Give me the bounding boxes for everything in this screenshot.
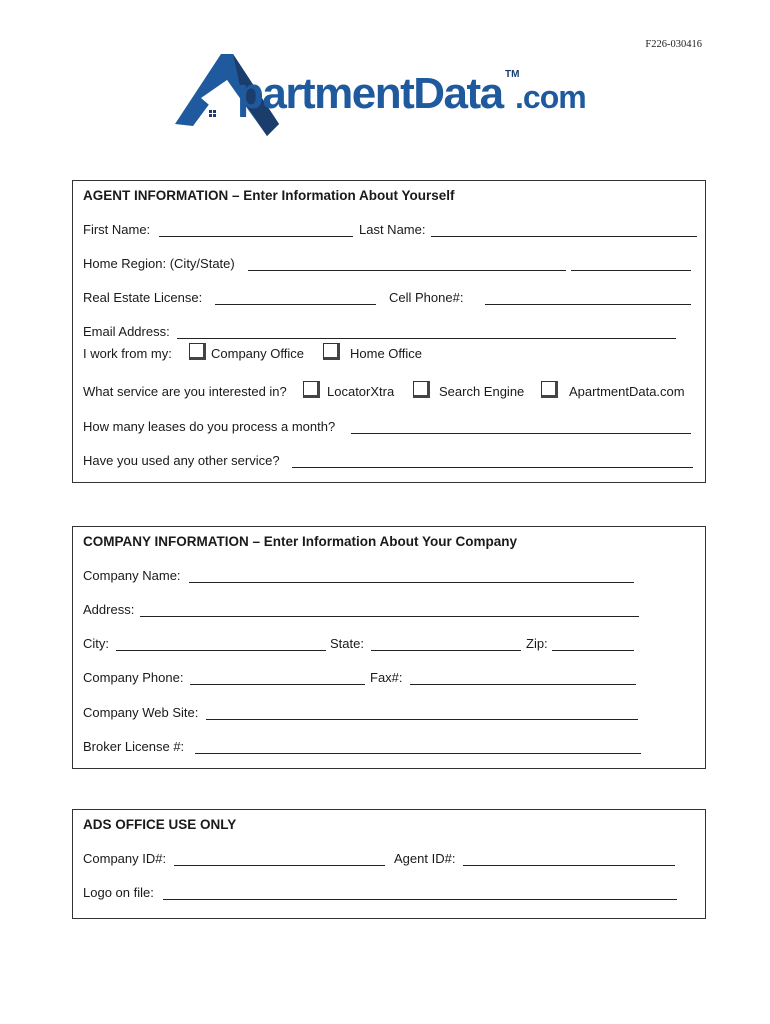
company-phone-label: Company Phone: — [83, 670, 184, 685]
email-label: Email Address: — [83, 324, 170, 339]
home-region-label: Home Region: (City/State) — [83, 256, 235, 271]
form-code: F226-030416 — [645, 39, 702, 50]
city-state-zip-row — [83, 636, 695, 654]
company-office-checkbox[interactable] — [189, 343, 206, 360]
logo-on-file-row — [83, 885, 695, 903]
logo-on-file-label: Logo on file: — [83, 885, 154, 900]
work-from-row — [83, 346, 695, 364]
company-information-section — [72, 526, 706, 769]
leases-field[interactable] — [351, 433, 691, 434]
name-row — [83, 222, 695, 240]
leases-row — [83, 419, 695, 437]
zip-label: Zip: — [526, 636, 548, 651]
last-name-field[interactable] — [431, 236, 697, 237]
locatorxtra-label: LocatorXtra — [327, 384, 395, 399]
agent-id-field[interactable] — [463, 865, 675, 866]
office-section-title: ADS OFFICE USE ONLY — [83, 817, 237, 832]
service-row — [83, 384, 695, 402]
search-engine-label: Search Engine — [439, 384, 525, 399]
logo-text: partmentData — [237, 69, 503, 118]
zip-field[interactable] — [552, 650, 634, 651]
license-row — [83, 290, 695, 308]
agent-id-label: Agent ID#: — [394, 851, 456, 866]
license-label: Real Estate License: — [83, 290, 203, 305]
broker-license-field[interactable] — [195, 753, 641, 754]
ids-row — [83, 851, 695, 869]
address-label: Address: — [83, 602, 135, 617]
trademark-mark: TM — [505, 69, 520, 80]
search-engine-checkbox[interactable] — [413, 381, 430, 398]
company-phone-row — [83, 670, 695, 688]
company-id-label: Company ID#: — [83, 851, 167, 866]
home-region-city-field[interactable] — [248, 270, 566, 271]
leases-label: How many leases do you process a month? — [83, 419, 336, 434]
other-service-row — [83, 453, 695, 471]
logo-on-file-field[interactable] — [163, 899, 677, 900]
website-row — [83, 705, 695, 723]
email-row — [83, 324, 695, 342]
cell-phone-field[interactable] — [485, 304, 691, 305]
apartmentdata-checkbox[interactable] — [541, 381, 558, 398]
broker-license-row — [83, 739, 695, 757]
fax-label: Fax#: — [370, 670, 403, 685]
home-office-label: Home Office — [350, 346, 423, 361]
broker-license-label: Broker License #: — [83, 739, 185, 754]
address-field[interactable] — [140, 616, 639, 617]
company-name-row — [83, 568, 695, 586]
service-label: What service are you interested in? — [83, 384, 287, 399]
home-region-row — [83, 256, 695, 274]
city-field[interactable] — [116, 650, 326, 651]
locatorxtra-checkbox[interactable] — [303, 381, 320, 398]
home-office-checkbox[interactable] — [323, 343, 340, 360]
company-office-label: Company Office — [211, 346, 304, 361]
company-name-label: Company Name: — [83, 568, 181, 583]
logo-tld: .com — [515, 79, 586, 115]
other-service-field[interactable] — [292, 467, 693, 468]
agent-section-title: AGENT INFORMATION – Enter Information About Yourself — [83, 188, 455, 203]
company-phone-field[interactable] — [190, 684, 365, 685]
apartmentdata-logo — [175, 52, 605, 144]
company-section-title: COMPANY INFORMATION – Enter Information About Your Company — [83, 534, 518, 549]
website-label: Company Web Site: — [83, 705, 199, 720]
state-label: State: — [330, 636, 364, 651]
cell-phone-label: Cell Phone#: — [389, 290, 464, 305]
other-service-label: Have you used any other service? — [83, 453, 280, 468]
state-field[interactable] — [371, 650, 521, 651]
company-id-field[interactable] — [174, 865, 385, 866]
company-name-field[interactable] — [189, 582, 634, 583]
agent-information-section — [72, 180, 706, 483]
work-from-label: I work from my: — [83, 346, 172, 361]
first-name-field[interactable] — [159, 236, 353, 237]
license-field[interactable] — [215, 304, 376, 305]
address-row — [83, 602, 695, 620]
office-use-section — [72, 809, 706, 919]
last-name-label: Last Name: — [359, 222, 426, 237]
city-label: City: — [83, 636, 109, 651]
first-name-label: First Name: — [83, 222, 151, 237]
email-field[interactable] — [177, 338, 676, 339]
website-field[interactable] — [206, 719, 638, 720]
home-region-state-field[interactable] — [571, 270, 691, 271]
apartmentdata-label: ApartmentData.com — [569, 384, 685, 399]
fax-field[interactable] — [410, 684, 636, 685]
